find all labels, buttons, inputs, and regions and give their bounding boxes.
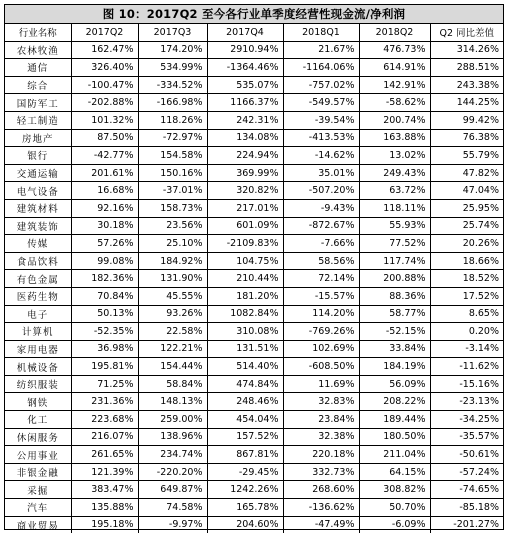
value-cell: -15.16% [430,375,503,393]
value-cell: 18.52% [430,270,503,288]
value-cell: -35.57% [430,428,503,446]
value-cell: 118.26% [138,111,207,129]
value-cell: 454.04% [207,411,283,429]
value-cell: 261.65% [71,446,138,464]
industry-name-cell: 家用电器 [5,340,71,358]
industry-name-cell: 采掘 [5,481,71,499]
value-cell: -1364.46% [207,59,283,77]
value-cell: 76.38% [430,129,503,147]
value-cell: 114.20% [283,305,359,323]
table-row [5,252,503,270]
value-cell: 18.66% [430,252,503,270]
value-cell: -166.98% [138,94,207,112]
value-cell: 88.36% [359,287,430,305]
table-row [5,323,503,341]
value-cell: 72.14% [283,270,359,288]
value-cell: -6.09% [359,516,430,533]
table-title: 图 10：2017Q2 至今各行业单季度经营性现金流/净利润 [5,5,503,24]
value-cell: 63.72% [359,182,430,200]
value-cell: 314.26% [430,41,503,59]
value-cell: -50.61% [430,446,503,464]
industry-name-cell: 机械设备 [5,358,71,376]
value-cell: -1164.06% [283,59,359,77]
industry-name-cell: 交通运输 [5,164,71,182]
value-cell: 25.95% [430,199,503,217]
table-frame [4,4,504,530]
value-cell: 601.09% [207,217,283,235]
industry-name-cell: 非银金融 [5,463,71,481]
header-row [5,24,503,41]
col-header-2017q2: 2017Q2 [71,24,138,41]
value-cell: 614.91% [359,59,430,77]
value-cell: 134.08% [207,129,283,147]
value-cell: 99.42% [430,111,503,129]
industry-name-cell: 传媒 [5,235,71,253]
value-cell: 58.56% [283,252,359,270]
value-cell: -42.77% [71,147,138,165]
table-row [5,340,503,358]
value-cell: 92.16% [71,199,138,217]
value-cell: -85.18% [430,499,503,517]
value-cell: 142.91% [359,76,430,94]
value-cell: 35.01% [283,164,359,182]
table-row [5,375,503,393]
table-row [5,499,503,517]
value-cell: 117.74% [359,252,430,270]
value-cell: 248.46% [207,393,283,411]
industry-name-cell: 建筑材料 [5,199,71,217]
value-cell: 104.75% [207,252,283,270]
value-cell: 158.73% [138,199,207,217]
industry-name-cell: 汽车 [5,499,71,517]
value-cell: 0.20% [430,323,503,341]
value-cell: 201.61% [71,164,138,182]
table-row [5,217,503,235]
value-cell: -757.02% [283,76,359,94]
value-cell: 135.88% [71,499,138,517]
industry-name-cell: 银行 [5,147,71,165]
value-cell: -201.27% [430,516,503,533]
table-row [5,481,503,499]
industry-name-cell: 房地产 [5,129,71,147]
value-cell: 93.26% [138,305,207,323]
value-cell: 2910.94% [207,41,283,59]
value-cell: -2109.83% [207,235,283,253]
value-cell: 56.09% [359,375,430,393]
value-cell: 195.81% [71,358,138,376]
value-cell: -14.62% [283,147,359,165]
value-cell: -549.57% [283,94,359,112]
table-row [5,164,503,182]
value-cell: 383.47% [71,481,138,499]
industry-name-cell: 建筑装饰 [5,217,71,235]
value-cell: 1166.37% [207,94,283,112]
col-header-2017q4: 2017Q4 [207,24,283,41]
value-cell: 21.67% [283,41,359,59]
value-cell: 50.70% [359,499,430,517]
value-cell: 535.07% [207,76,283,94]
value-cell: -37.01% [138,182,207,200]
value-cell: 326.40% [71,59,138,77]
value-cell: 22.58% [138,323,207,341]
value-cell: -413.53% [283,129,359,147]
value-cell: -23.13% [430,393,503,411]
value-cell: 204.60% [207,516,283,533]
industry-name-cell: 通信 [5,59,71,77]
value-cell: -9.43% [283,199,359,217]
value-cell: 242.31% [207,111,283,129]
value-cell: -58.62% [359,94,430,112]
value-cell: 217.01% [207,199,283,217]
value-cell: 249.43% [359,164,430,182]
value-cell: 8.65% [430,305,503,323]
value-cell: -29.45% [207,463,283,481]
value-cell: -100.47% [71,76,138,94]
value-cell: -34.25% [430,411,503,429]
industry-name-cell: 计算机 [5,323,71,341]
value-cell: 148.13% [138,393,207,411]
value-cell: 1082.84% [207,305,283,323]
value-cell: -52.15% [359,323,430,341]
value-cell: 121.39% [71,463,138,481]
value-cell: 310.08% [207,323,283,341]
value-cell: 223.68% [71,411,138,429]
value-cell: -47.49% [283,516,359,533]
table-row [5,41,503,59]
value-cell: 162.47% [71,41,138,59]
value-cell: 182.36% [71,270,138,288]
value-cell: 102.69% [283,340,359,358]
value-cell: 259.00% [138,411,207,429]
value-cell: 77.52% [359,235,430,253]
table-row [5,147,503,165]
value-cell: -57.24% [430,463,503,481]
value-cell: 288.51% [430,59,503,77]
value-cell: 268.60% [283,481,359,499]
value-cell: 243.38% [430,76,503,94]
table-row [5,305,503,323]
value-cell: 174.20% [138,41,207,59]
value-cell: 154.58% [138,147,207,165]
value-cell: -507.20% [283,182,359,200]
industry-name-cell: 国防军工 [5,94,71,112]
value-cell: 144.25% [430,94,503,112]
value-cell: 308.82% [359,481,430,499]
value-cell: 150.16% [138,164,207,182]
industry-name-cell: 休闲服务 [5,428,71,446]
industry-name-cell: 钢铁 [5,393,71,411]
table-row [5,94,503,112]
col-header-2017q3: 2017Q3 [138,24,207,41]
value-cell: 224.94% [207,147,283,165]
value-cell: 118.11% [359,199,430,217]
industry-name-cell: 纺织服装 [5,375,71,393]
value-cell: -15.57% [283,287,359,305]
value-cell: 58.84% [138,375,207,393]
value-cell: -11.62% [430,358,503,376]
col-header-2018q2: 2018Q2 [359,24,430,41]
value-cell: 58.77% [359,305,430,323]
value-cell: 57.26% [71,235,138,253]
value-cell: 55.93% [359,217,430,235]
col-header-q2-yoy-diff: Q2 同比差值 [430,24,503,41]
value-cell: 20.26% [430,235,503,253]
value-cell: 101.32% [71,111,138,129]
value-cell: 184.19% [359,358,430,376]
value-cell: 163.88% [359,129,430,147]
value-cell: 474.84% [207,375,283,393]
value-cell: 50.13% [71,305,138,323]
value-cell: -136.62% [283,499,359,517]
value-cell: 210.44% [207,270,283,288]
value-cell: 476.73% [359,41,430,59]
industry-name-cell: 综合 [5,76,71,94]
value-cell: 231.36% [71,393,138,411]
value-cell: 200.74% [359,111,430,129]
value-cell: -52.35% [71,323,138,341]
value-cell: -220.20% [138,463,207,481]
value-cell: 216.07% [71,428,138,446]
value-cell: 181.20% [207,287,283,305]
value-cell: 1242.26% [207,481,283,499]
industry-name-cell: 公用事业 [5,446,71,464]
value-cell: 867.81% [207,446,283,464]
value-cell: 369.99% [207,164,283,182]
table-row [5,111,503,129]
value-cell: 332.73% [283,463,359,481]
value-cell: 23.84% [283,411,359,429]
value-cell: -334.52% [138,76,207,94]
value-cell: 138.96% [138,428,207,446]
value-cell: -202.88% [71,94,138,112]
col-header-industry: 行业名称 [5,24,71,41]
industry-name-cell: 商业贸易 [5,516,71,533]
industry-name-cell: 轻工制造 [5,111,71,129]
table-row [5,516,503,533]
value-cell: 180.50% [359,428,430,446]
industry-name-cell: 电气设备 [5,182,71,200]
value-cell: 74.58% [138,499,207,517]
value-cell: -7.66% [283,235,359,253]
table-row [5,199,503,217]
industry-name-cell: 化工 [5,411,71,429]
table-row [5,182,503,200]
table-row [5,59,503,77]
value-cell: -74.65% [430,481,503,499]
value-cell: 99.08% [71,252,138,270]
industry-name-cell: 电子 [5,305,71,323]
table-row [5,235,503,253]
value-cell: -9.97% [138,516,207,533]
value-cell: 25.74% [430,217,503,235]
value-cell: 200.88% [359,270,430,288]
value-cell: -608.50% [283,358,359,376]
table-row [5,270,503,288]
table-row [5,411,503,429]
industry-name-cell: 食品饮料 [5,252,71,270]
industry-name-cell: 农林牧渔 [5,41,71,59]
value-cell: 70.84% [71,287,138,305]
table-row [5,393,503,411]
industry-name-cell: 有色金属 [5,270,71,288]
value-cell: 32.38% [283,428,359,446]
value-cell: 320.82% [207,182,283,200]
value-cell: 13.02% [359,147,430,165]
value-cell: 16.68% [71,182,138,200]
table-row [5,463,503,481]
table-row [5,446,503,464]
value-cell: 32.83% [283,393,359,411]
value-cell: 87.50% [71,129,138,147]
table-row [5,76,503,94]
value-cell: 649.87% [138,481,207,499]
value-cell: 122.21% [138,340,207,358]
value-cell: 33.84% [359,340,430,358]
value-cell: 30.18% [71,217,138,235]
data-table [5,24,503,533]
value-cell: 514.40% [207,358,283,376]
table-row [5,428,503,446]
value-cell: -72.97% [138,129,207,147]
value-cell: 64.15% [359,463,430,481]
value-cell: 131.90% [138,270,207,288]
value-cell: 157.52% [207,428,283,446]
value-cell: 534.99% [138,59,207,77]
value-cell: 47.04% [430,182,503,200]
table-row [5,287,503,305]
value-cell: 208.22% [359,393,430,411]
value-cell: 25.10% [138,235,207,253]
value-cell: 55.79% [430,147,503,165]
value-cell: 17.52% [430,287,503,305]
table-row [5,358,503,376]
value-cell: 45.55% [138,287,207,305]
value-cell: 195.18% [71,516,138,533]
industry-name-cell: 医药生物 [5,287,71,305]
value-cell: 23.56% [138,217,207,235]
value-cell: 154.44% [138,358,207,376]
table-row [5,129,503,147]
value-cell: 165.78% [207,499,283,517]
value-cell: 189.44% [359,411,430,429]
value-cell: 47.82% [430,164,503,182]
value-cell: 220.18% [283,446,359,464]
value-cell: 234.74% [138,446,207,464]
value-cell: -3.14% [430,340,503,358]
value-cell: 211.04% [359,446,430,464]
value-cell: 71.25% [71,375,138,393]
col-header-2018q1: 2018Q1 [283,24,359,41]
value-cell: -872.67% [283,217,359,235]
value-cell: 184.92% [138,252,207,270]
table-body [5,41,503,533]
value-cell: -769.26% [283,323,359,341]
value-cell: -39.54% [283,111,359,129]
value-cell: 11.69% [283,375,359,393]
value-cell: 36.98% [71,340,138,358]
value-cell: 131.51% [207,340,283,358]
